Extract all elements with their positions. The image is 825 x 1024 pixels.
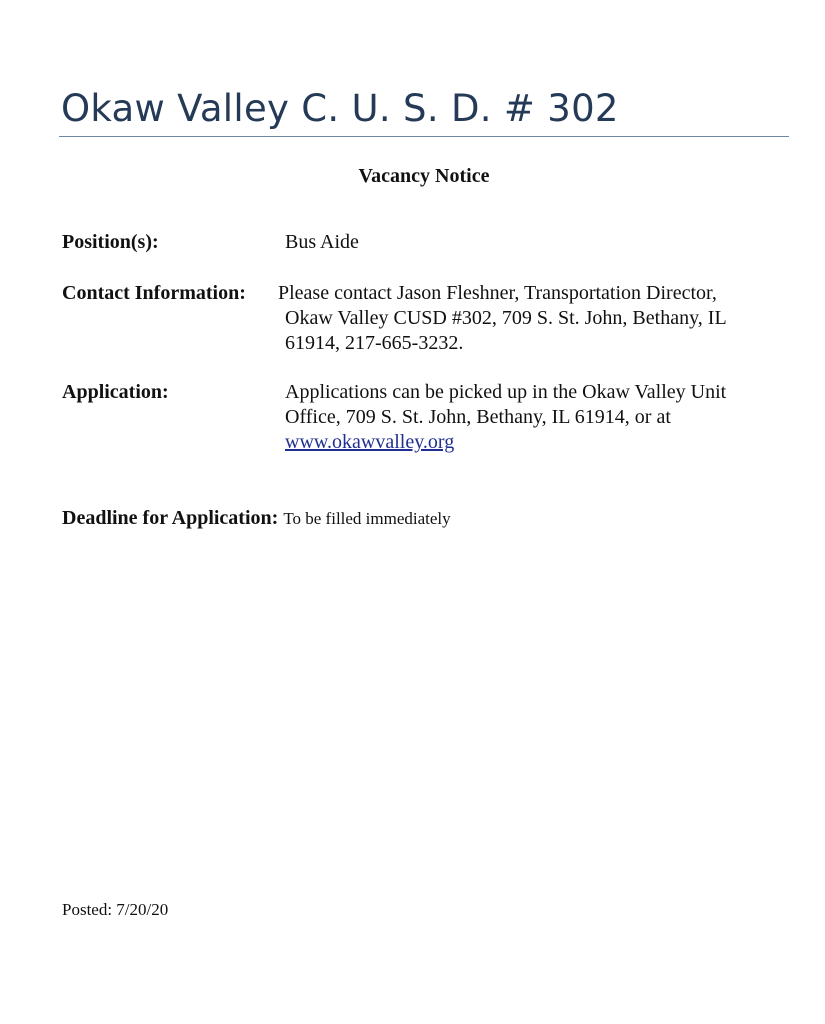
deadline-line [62,506,451,531]
organization-title: Okaw Valley C. U. S. D. # 302 [61,87,619,130]
contact-line-1: Please contact Jason Fleshner, Transportation Director, [278,282,717,304]
contact-label: Contact Information: [62,282,246,304]
contact-line-2: Okaw Valley CUSD #302, 709 S. St. John, Bethany, IL [285,307,727,329]
deadline-label: Deadline for Application: [62,507,279,529]
title-divider [59,136,789,137]
website-link[interactable]: www.okawvalley.org [285,431,455,453]
application-line-1: Applications can be picked up in the Okaw Valley Unit [285,381,727,403]
application-label: Application: [62,381,169,403]
notice-heading: Vacancy Notice [358,165,490,187]
posted-date: Posted: 7/20/20 [62,900,169,919]
application-line-2: Office, 709 S. St. John, Bethany, IL 61914, or at [285,406,671,428]
position-value: Bus Aide [285,231,359,253]
deadline-value: To be filled immediately [283,509,451,528]
contact-line-3: 61914, 217-665-3232. [285,332,464,354]
application-line-3 [285,430,454,455]
position-label: Position(s): [62,231,159,253]
